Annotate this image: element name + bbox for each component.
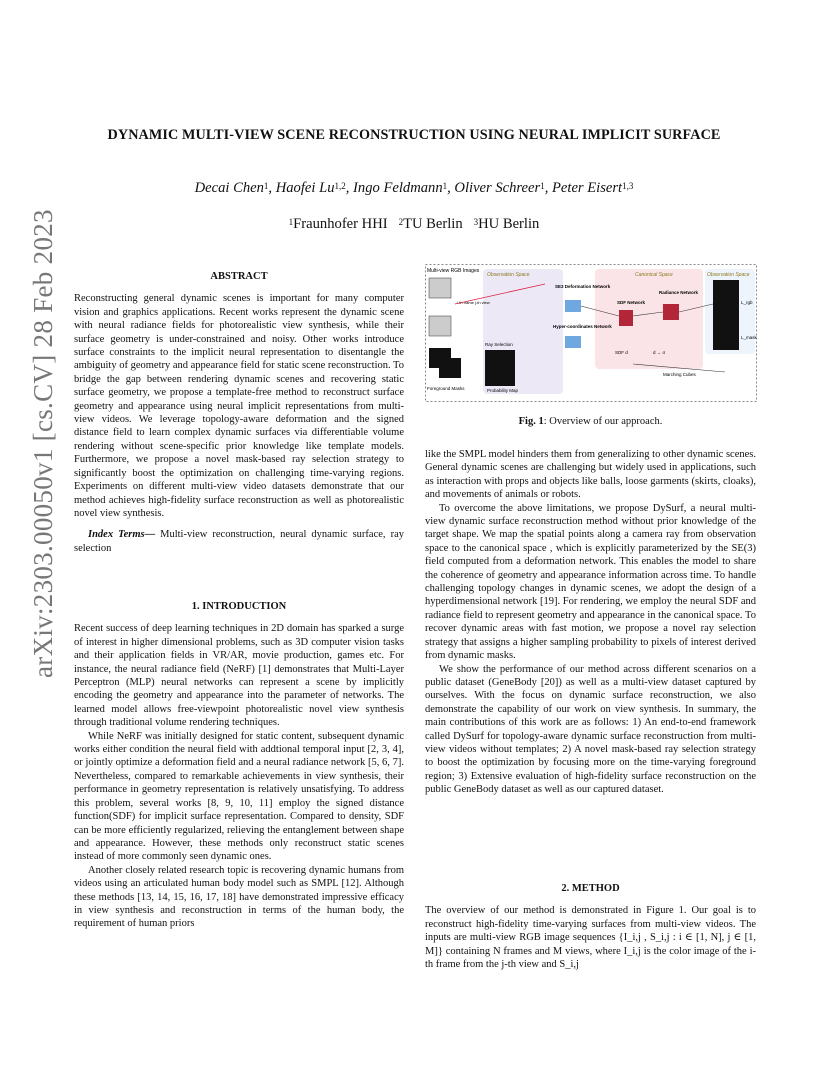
method-paragraph: The overview of our method is demonstrated in Figure 1. Our goal is to reconstruct high-fidelity time-varying surfaces from multi-view videos. The inputs are multi-view RGB image sequences {I_i,j , S_i,j : i ∈ [1, N], j ∈ [1, M]} containing N frames and M views, where I_i,j is the color image of the i-th frame from the j-th view and S_i,j: [425, 905, 756, 971]
loss-mask-label: L_mask: [741, 335, 757, 340]
method-heading: 2. METHOD: [561, 883, 620, 894]
probability-map-image: [485, 350, 515, 386]
observation-label: Observation Space: [487, 272, 530, 278]
affiliation: $^2$TU Berlin: [398, 216, 463, 232]
se3-label: SE3 Deformation Network: [555, 284, 611, 289]
sdf-label: SDF Network: [617, 300, 646, 305]
author: Haofei Lu$^{1,2}$: [275, 180, 346, 196]
radiance-label: Radiance Network: [659, 290, 699, 295]
mask-image-icon: [439, 358, 461, 378]
probability-map-label: Probability Map: [487, 388, 519, 393]
author-list: Decai Chen$^1$, Haofei Lu$^{1,2}$, Ingo Feldmann$^1$, Oliver Schreer$^1$, Peter Eisert$^{1,3}$: [194, 180, 634, 196]
observation-label-2: Observation Space: [707, 272, 750, 278]
contributions-paragraph: We show the performance of our method across different scenarios on a public dataset (GeneBody [20]) as well as a multi-view dataset captured by ourselves. With the focus on dynamic surface reconstruction, we also demonstrate the capability of our work on view synthesis. In summary, the main contributions of this work are as follows: 1) An end-to-end framework called DySurf for topology-aware dynamic surface reconstruction from multi-view videos without templates; 2) A novel mask-based ray selection strategy to boost the optimization by focusing more on the time-varying foreground region; 3) Extensive evaluation of high-fidelity surface reconstruction on the public GeneBody dataset as well as our captured dataset.: [425, 663, 756, 796]
figure-caption: Fig. 1: Overview of our approach.: [518, 416, 663, 427]
author: Peter Eisert$^{1,3}$: [552, 180, 634, 196]
input-image-icon: [429, 278, 451, 298]
input-image-icon: [429, 316, 451, 336]
intro-paragraph-2: While NeRF was initially designed for static content, subsequent dynamic works either condition the neural field with addtional temporal input [2, 3, 4], or jointly optimize a deformation field and a neural radiance network [5, 6, 7]. Nevertheless, compared to remarkable achievements in view synthesis, their performance in geometry representation is relatively unsatisfying. To address this problem, several works [8, 9, 10, 11] employ the signed distance function(SDF) for implicit surface representation. Compared to density, SDF can be more efficiently regularized, relieving the entanglement between shape and appearance. However, these methods only reconstruct static scenes instead of more commonly seen dynamic ones.: [74, 730, 404, 863]
d-sigma-label: d → σ: [653, 350, 666, 355]
author: Decai Chen$^1$: [194, 180, 269, 196]
paper-title: DYNAMIC MULTI-VIEW SCENE RECONSTRUCTION USING NEURAL IMPLICIT SURFACE: [107, 127, 721, 143]
input-label: Multi-view RGB Images: [427, 268, 480, 274]
introduction-section: [74, 600, 404, 931]
arxiv-identifier: arXiv:2303.00050v1 [cs.CV] 28 Feb 2023: [28, 209, 58, 678]
intro-paragraph-1: Recent success of deep learning techniques in 2D domain has sparked a surge of interest in higher dimensional problems, such as 3D computer vision tasks and their application fields in VR/AR, movie production, games etc. For instance, the neural radiance field (NeRF) [1] demonstrates that Multi-Layer Perceptron (MLP) neural networks can represent a scene by implicitly encoding the geometry and appearance into the parameter of networks. The learned model allows free-viewpoint photorealistic novel view synthesis through traditional volume rendering techniques.: [74, 623, 404, 729]
index-terms: Index Terms— Multi-view reconstruction, neural dynamic surface, ray selection: [74, 529, 404, 554]
abstract-heading: ABSTRACT: [210, 271, 268, 282]
method-section: [425, 882, 756, 971]
canonical-space-panel: [595, 269, 703, 369]
abstract-section: [74, 270, 404, 555]
introduction-heading: 1. INTRODUCTION: [191, 601, 287, 612]
affiliation: $^1$Fraunhofer HHI: [288, 216, 388, 232]
foreground-masks-label: Foreground Masks: [427, 386, 465, 391]
overview-figure: [425, 264, 757, 402]
frame-label: i-th frame j-th view: [457, 300, 490, 305]
canonical-label: Canonical Space: [635, 272, 673, 278]
radiance-network-block: [663, 304, 679, 320]
loss-rgb-label: L_rgb: [741, 300, 753, 305]
continued-paragraph: like the SMPL model hinders them from generalizing to other dynamic scenes. General dynamic scenes are challenging but widely used in applications, such as interaction with props and objects like balls, loose garments (skirts, cloaks), and movements of animals or robots.: [425, 449, 756, 501]
author: Ingo Feldmann$^1$: [353, 180, 448, 196]
dysurf-paragraph: To overcome the above limitations, we propose DySurf, a neural multi-view dynamic surface reconstruction method without prior knowledge of the target shape. We map the spatial points along a camera ray from observation space to the canonical space , which is explicitly parameterized by the SE(3) field computed from a deformation network. This enables the model to share the coherence of geometry and appearance information across time. To handle challenging topology changes in dynamic scenes, we adopt the design of a hyperdimensional network [19]. For rendering, we employ the neural SDF and radiance field to represent geometry and appearance in the canonical space. To recover dynamic areas with fast motion, we propose a novel ray selection strategy that assigns a higher sampling probability to pixels of interest derived from dynamic masks.: [425, 502, 756, 662]
affiliation-list: [60, 214, 768, 234]
hyper-network-block: [565, 336, 581, 348]
abstract-text: Reconstructing general dynamic scenes is important for many computer vision and graphics applications. Recent works represent the dynamic scene with neural radiance fields for photorealistic view synthesis, while their surface geometry is under-constrained and noisy. Other works introduce surface constraints to the implicit neural representation to disentangle the ambiguity of geometry and appearance field for static scene reconstruction. To bridge the gap between rendering dynamic scenes and recovering static surface geometry, we propose a template-free method to reconstruct surface geometry and appearance using neural implicit representations from multi-view videos. We leverage topology-aware deformation and the signed distance field to learn complex dynamic surfaces via differentiable volume rendering without scene-specific prior knowledge like template models. Furthermore, we propose a novel mask-based ray selection strategy to significantly boost the optimization on challenging time-varying regions. Experiments on different multi-view video datasets demonstrate that our method achieves high-fidelity surface reconstruction as well as photorealistic novel view synthesis.: [74, 293, 404, 519]
ray-selection-label: Ray Selection: [485, 342, 513, 347]
sdf-network-block: [619, 310, 633, 326]
author: Oliver Schreer$^1$: [454, 180, 545, 196]
rendered-output-image: [713, 280, 739, 350]
intro-paragraph-3: Another closely related research topic is recovering dynamic humans from videos using an articulated human body model such as SMPL [12]. Although these methods [13, 14, 15, 16, 17, 18] have demonstrated impressive efficacy in view synthesis and reconstruction in terms of the human body, the requirement of human priors: [74, 864, 404, 930]
hyper-label: Hyper-coordinates Network: [553, 324, 612, 329]
affiliation: $^3$HU Berlin: [473, 216, 540, 232]
sdf-d-label: SDF d: [615, 350, 628, 355]
se3-network-block: [565, 300, 581, 312]
right-column-text: [425, 448, 756, 797]
marching-cubes-label: Marching Cubes: [663, 372, 696, 377]
